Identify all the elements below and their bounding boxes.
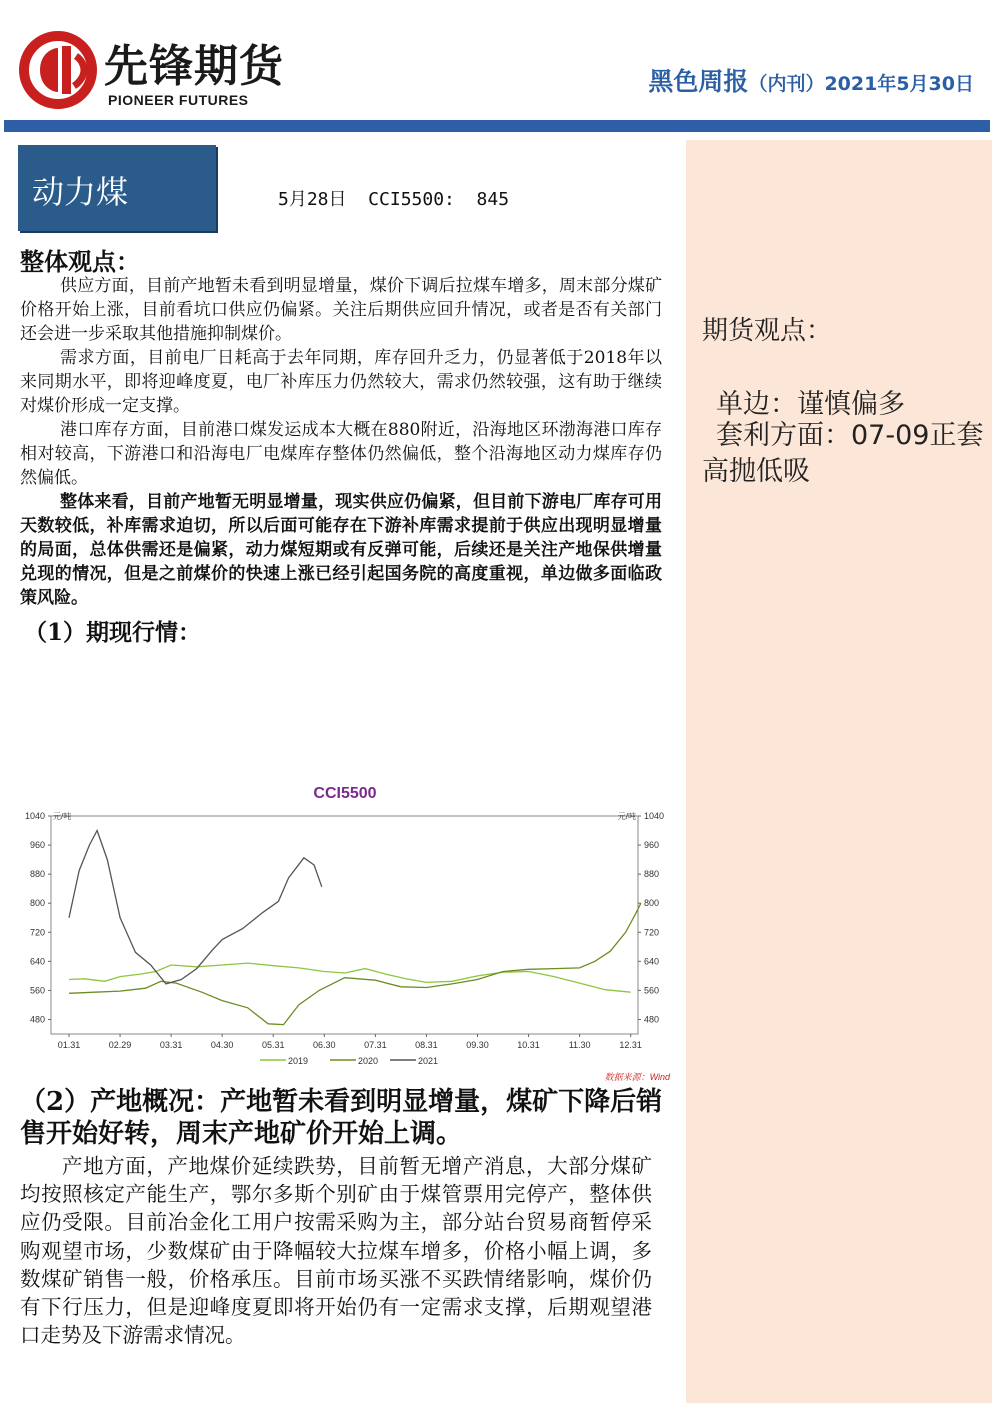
- x-tick-label: 06.30: [313, 1040, 336, 1050]
- x-tick-label: 10.31: [517, 1040, 540, 1050]
- page-header: [0, 0, 992, 120]
- section-tag: [18, 145, 216, 231]
- x-tick-label: 12.31: [619, 1040, 642, 1050]
- futures-view-arbitrage: 套利方面：07-09正套高抛低吸: [702, 420, 984, 487]
- y-tick-label-right: 800: [644, 898, 660, 909]
- origin-heading: （2）产地概况：产地暂未看到明显增量，煤矿下降后销售开始好转，周末产地矿价开始上调。: [20, 1087, 663, 1149]
- futures-view-unilateral: 单边：谨慎偏多: [716, 389, 905, 420]
- plot-frame: [51, 816, 638, 1034]
- y-tick-label-left: 1040: [24, 811, 45, 821]
- y-tick-label-left: 480: [29, 1014, 45, 1025]
- y-tick-label-right: 1040: [644, 811, 665, 821]
- y-tick-label-right: 880: [644, 869, 660, 880]
- y-tick-label-left: 720: [29, 927, 45, 938]
- y-tick-label-right: 640: [644, 956, 660, 967]
- paragraph-demand: 需求方面，目前电厂日耗高于去年同期，库存回升乏力，仍显著低于2018年以来同期水平，即将迎峰度夏，电厂补库压力仍然较大，需求仍然较强，这有助于继续对煤价形成一定支撑。: [20, 348, 662, 416]
- x-tick-label: 07.31: [364, 1040, 387, 1050]
- y-tick-label-right: 720: [644, 927, 660, 938]
- futures-view-title: 期货观点：: [702, 316, 833, 346]
- y-axis-label-left: 元/吨: [53, 812, 72, 821]
- x-tick-label: 09.30: [466, 1040, 489, 1050]
- sidebar-panel: [686, 140, 992, 1403]
- report-title-sub: （内刊）: [748, 73, 825, 95]
- legend-label-2019: 2019: [288, 1056, 309, 1066]
- y-tick-label-left: 640: [29, 956, 45, 967]
- report-title: [648, 62, 974, 98]
- price-line: 5月28日 CCI5500: 845: [278, 189, 510, 210]
- chart-svg: [18, 778, 684, 1088]
- report-date: 2021年5月30日: [824, 73, 974, 95]
- paragraph-origin: 产地方面，产地煤价延续跌势，目前暂无增产消息，大部分煤矿均按照核定产能生产，鄂尔多斯个别矿由于煤管票用完停产，整体供应仍受限。目前冶金化工用户按需采购为主，部分站台贸易商暂停采购观望市场，少数煤矿由于降幅较大拉煤车增多，价格小幅上调，多数煤矿销售一般，价格承压。目前市场买涨不买跌情绪影响，煤价仍有下行压力，但是迎峰度夏即将开始仍有一定需求支撑，后期观望港口走势及下游需求情况。: [20, 1154, 652, 1348]
- market-heading: （1）期现行情：: [24, 619, 202, 646]
- x-tick-label: 04.30: [210, 1040, 234, 1050]
- x-tick-label: 05.31: [261, 1040, 285, 1050]
- x-tick-label: 02.29: [108, 1040, 132, 1050]
- y-tick-label-left: 960: [29, 840, 45, 851]
- series-line-2020: [69, 903, 641, 1024]
- chart-source: 数据来源：Wind: [604, 1072, 670, 1082]
- legend-label-2020: 2020: [358, 1056, 379, 1066]
- brand-name-cn: 先锋期货: [104, 41, 284, 92]
- y-tick-label-left: 560: [29, 985, 45, 996]
- chart-title: CCI5500: [313, 785, 377, 802]
- paragraph-summary: 整体来看，目前产地暂无明显增量，现实供应仍偏紧，但目前下游电厂库存可用天数较低，补库需求迫切，所以后面可能存在下游补库需求提前于供应出现明显增量的局面，总体供需还是偏紧，动力煤短期或有反弹可能，后续还是关注产地保供增量兑现的情况，但是之前煤价的快速上涨已经引起国务院的高度重视，单边做多面临政策风险。: [20, 492, 662, 608]
- pioneer-futures-logo: [18, 26, 98, 112]
- y-tick-label-right: 960: [644, 840, 660, 851]
- y-axis-label-right: 元/吨: [617, 812, 636, 821]
- report-title-main: 黑色周报: [648, 67, 749, 96]
- series-line-2021: [69, 831, 322, 984]
- overall-heading: 整体观点：: [20, 247, 140, 276]
- y-tick-label-left: 880: [29, 869, 45, 880]
- section-tag-label: 动力煤: [32, 173, 129, 211]
- y-tick-label-left: 800: [29, 898, 45, 909]
- x-tick-label: 11.30: [568, 1040, 591, 1050]
- paragraph-port-inventory: 港口库存方面，目前港口煤发运成本大概在880附近，沿海地区环渤海港口库存相对较高，下游港口和沿海电厂电煤库存整体仍然偏低，整个沿海地区动力煤库存仍然偏低。: [20, 420, 662, 488]
- x-tick-label: 03.31: [159, 1040, 183, 1050]
- y-tick-label-right: 480: [644, 1014, 660, 1025]
- paragraph-supply: 供应方面，目前产地暂未看到明显增量，煤价下调后拉煤车增多，周末部分煤矿价格开始上涨，目前看坑口供应仍偏紧。关注后期供应回升情况，或者是否有关部门还会进一步采取其他措施抑制煤价。: [20, 276, 662, 344]
- header-divider: [4, 120, 990, 132]
- brand-name-en: PIONEER FUTURES: [108, 92, 249, 108]
- x-tick-label: 08.31: [415, 1040, 438, 1050]
- x-tick-label: 01.31: [57, 1040, 81, 1050]
- cci5500-chart: [18, 778, 684, 1088]
- legend-label-2021: 2021: [418, 1056, 439, 1066]
- y-tick-label-right: 560: [644, 985, 660, 996]
